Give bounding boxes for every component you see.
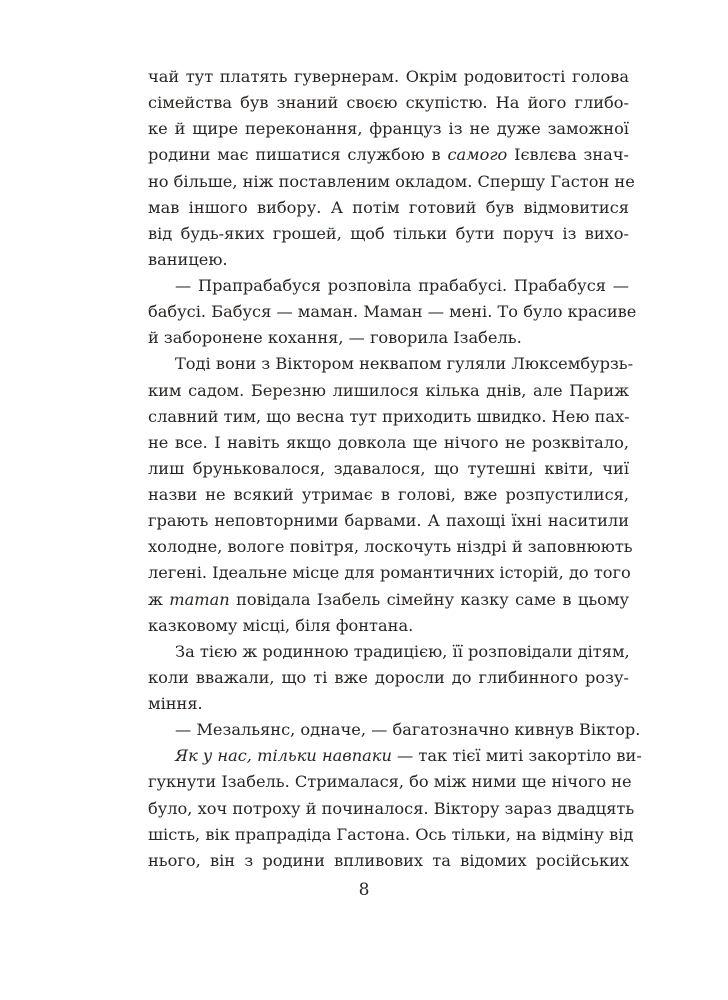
text-segment: повідала Ізабель сімейну казку саме в цьому [229, 589, 629, 609]
text-segment: нього, він з родини впливових та відомих російських [148, 850, 629, 870]
text-line [148, 560, 629, 586]
text-line [148, 691, 629, 717]
text-segment: родини має пишатися службою в [148, 145, 448, 165]
text-line [148, 848, 629, 874]
text-segment: грають неповторними барвами. А пахощі їхні наситили [148, 511, 629, 531]
text-line [148, 587, 629, 613]
text-segment: від будь-яких грошей, щоб тільки бути поруч із вихо- [148, 223, 629, 243]
text-line [148, 299, 637, 325]
text-segment: лиш бруньковалося, здавалося, що тутешні квіти, чиї [148, 458, 629, 478]
italic-text: Як у нас, тільки навпаки [175, 746, 392, 766]
text-segment: славний тим, що весна тут приходить швидко. Нею пах- [148, 406, 630, 426]
text-segment: сімейства був знаний своєю скупістю. На його глибо- [148, 93, 629, 113]
text-line [148, 142, 629, 168]
text-line [148, 743, 642, 769]
text-segment: ке й щире переконання, француз із не дуже заможної [148, 119, 629, 139]
text-segment: не все. І навіть якщо довкола ще нічого не розквітало, [148, 432, 629, 452]
text-segment: гукнути Ізабель. Стрималася, бо між ними ще нічого не [148, 772, 632, 792]
text-line [148, 508, 629, 534]
text-line [148, 247, 629, 273]
text-segment: — так тієї миті закортіло ви- [391, 746, 642, 766]
text-segment: холодне, вологе повітря, лоскочуть ніздрі й заповнюють [148, 537, 633, 557]
italic-text: самого [447, 145, 508, 165]
text-line [148, 195, 629, 221]
text-segment: но більше, ніж поставленим окладом. Спершу Гастон не [148, 171, 635, 191]
text-line [148, 796, 635, 822]
text-segment: легені. Ідеальне місце для романтичних історій, до того [148, 563, 631, 583]
text-line [148, 325, 629, 351]
text-segment: — Мезальянс, одначе, — багатозначно кивнув Віктор. [175, 720, 641, 740]
book-page-body [148, 64, 642, 874]
text-segment: й заборонене кохання, — говорила Ізабель. [148, 328, 522, 348]
text-segment: — Прапрабабуся розповіла прабабусі. Прабабуся — [175, 276, 629, 295]
text-segment: назви не всякий утримає в голові, вже розпустилися, [148, 485, 629, 504]
text-line [148, 273, 629, 299]
text-segment: Тоді вони з Віктором неквапом гуляли Люксембурзь- [175, 354, 634, 374]
page-number: 8 [358, 880, 370, 900]
text-line [148, 665, 629, 691]
text-line [148, 534, 633, 560]
text-segment: міння. [148, 694, 203, 713]
text-line [148, 639, 629, 665]
text-line [148, 378, 629, 404]
text-line [148, 822, 634, 848]
text-line [148, 90, 629, 116]
text-segment: казковому місці, біля фонтана. [148, 615, 414, 635]
text-line [148, 717, 641, 743]
text-line [148, 482, 629, 508]
text-line [148, 116, 629, 142]
text-line [148, 430, 629, 456]
text-line [148, 404, 629, 430]
text-segment: бабусі. Бабуся — маман. Маман — мені. То було красиве [148, 302, 637, 322]
text-segment: мав іншого вибору. А потім готовий був відмовитися [148, 197, 629, 217]
text-segment: чай тут платять гувернерам. Окрім родовитості голова [148, 67, 629, 86]
text-line [148, 64, 629, 90]
text-line [148, 613, 629, 639]
italic-text: maman [169, 589, 230, 609]
text-segment: ж [148, 589, 170, 609]
text-line [148, 221, 629, 247]
text-segment: коли вважали, що ті вже доросли до глибинного розу- [148, 667, 629, 687]
text-line [148, 769, 632, 795]
text-segment: За тією ж родинною традицією, її розповідали дітям, [175, 641, 630, 661]
text-segment: ким садом. Березню лишилося кілька днів, але Париж [148, 380, 629, 400]
text-line [148, 351, 634, 377]
text-line [148, 169, 635, 195]
text-segment: Ієвлєва знач- [507, 145, 629, 165]
text-line [148, 456, 629, 482]
text-segment: шість, вік прапрадіда Гастона. Ось тільки, на відміну від [148, 824, 634, 844]
text-segment: було, хоч потроху й починалося. Віктору зараз двадцять [148, 798, 635, 818]
text-segment: ваницею. [148, 249, 228, 269]
